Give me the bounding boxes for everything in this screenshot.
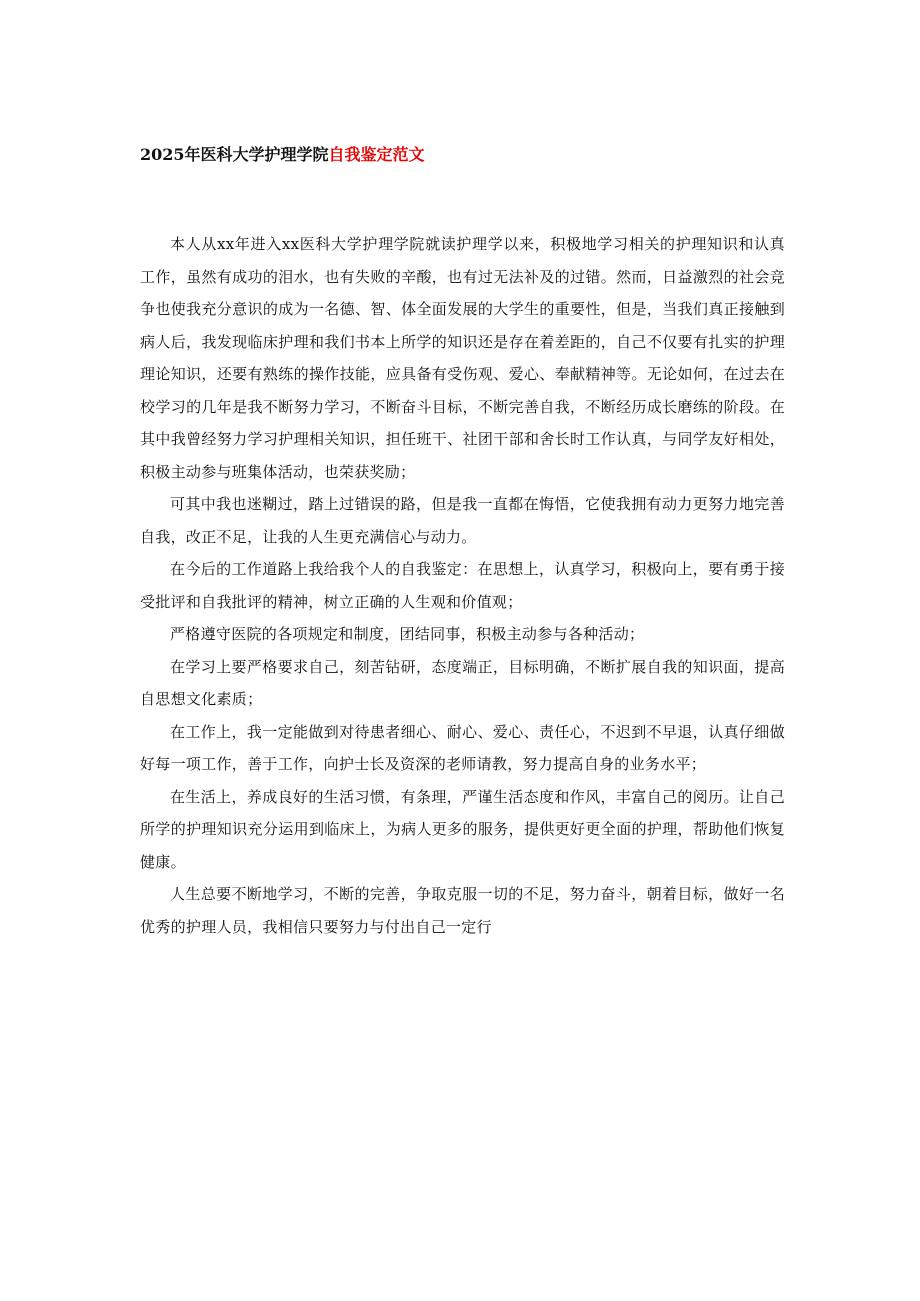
paragraph: 严格遵守医院的各项规定和制度，团结同事，积极主动参与各种活动； <box>170 625 645 643</box>
paragraph: 可其中我也迷糊过，踏上过错误的路，但是我一直都在悔悟，它使我拥有动力更努力地完善自我，改正不足，让我的人生更充满信心与动力。 <box>140 495 785 546</box>
title-highlight-text: 自我鉴定范文 <box>328 145 425 164</box>
paragraph: 在生活上，养成良好的生活习惯，有条理，严谨生活态度和作风，丰富自己的阅历。让自己所学的护理知识充分运用到临床上，为病人更多的服务，提供更好更全面的护理，帮助他们恢复健康。 <box>140 787 785 871</box>
paragraph: 人生总要不断地学习，不断的完善，争取克服一切的不足，努力奋斗，朝着目标，做好一名优秀的护理人员，我相信只要努力与付出自己一定行 <box>140 885 785 936</box>
title-main-text: 2025年医科大学护理学院 <box>140 145 329 164</box>
paragraph: 在工作上，我一定能做到对待患者细心、耐心、爱心、责任心，不迟到不早退，认真仔细做好每一项工作，善于工作，向护士长及资深的老师请教，努力提高自身的业务水平； <box>140 722 785 773</box>
paragraph: 在学习上要严格要求自己，刻苦钻研，态度端正，目标明确，不断扩展自我的知识面，提高自思想文化素质； <box>140 657 785 708</box>
document-body <box>140 228 785 943</box>
document-title <box>140 143 425 167</box>
paragraph: 本人从xx年进入xx医科大学护理学院就读护理学以来，积极地学习相关的护理知识和认真工作，虽然有成功的泪水，也有失败的辛酸，也有过无法补及的过错。然而，日益激烈的社会竞争也使我充分意识的成为一名德、智、体全面发展的大学生的重要性，但是，当我们真正接触到病人后，我发现临床护理和我们书本上所学的知识还是存在着差距的，自己不仅要有扎实的护理理论知识，还要有熟练的操作技能，应具备有受伤观、爱心、奉献精神等。无论如何，在过去在校学习的几年是我不断努力学习，不断奋斗目标，不断完善自我，不断经历成长磨练的阶段。在其中我曾经努力学习护理相关知识，担任班干、社团干部和舍长时工作认真，与同学友好相处，积极主动参与班集体活动，也荣获奖励； <box>140 235 785 481</box>
paragraph: 在今后的工作道路上我给我个人的自我鉴定：在思想上，认真学习，积极向上，要有勇于接受批评和自我批评的精神，树立正确的人生观和价值观； <box>140 560 785 611</box>
